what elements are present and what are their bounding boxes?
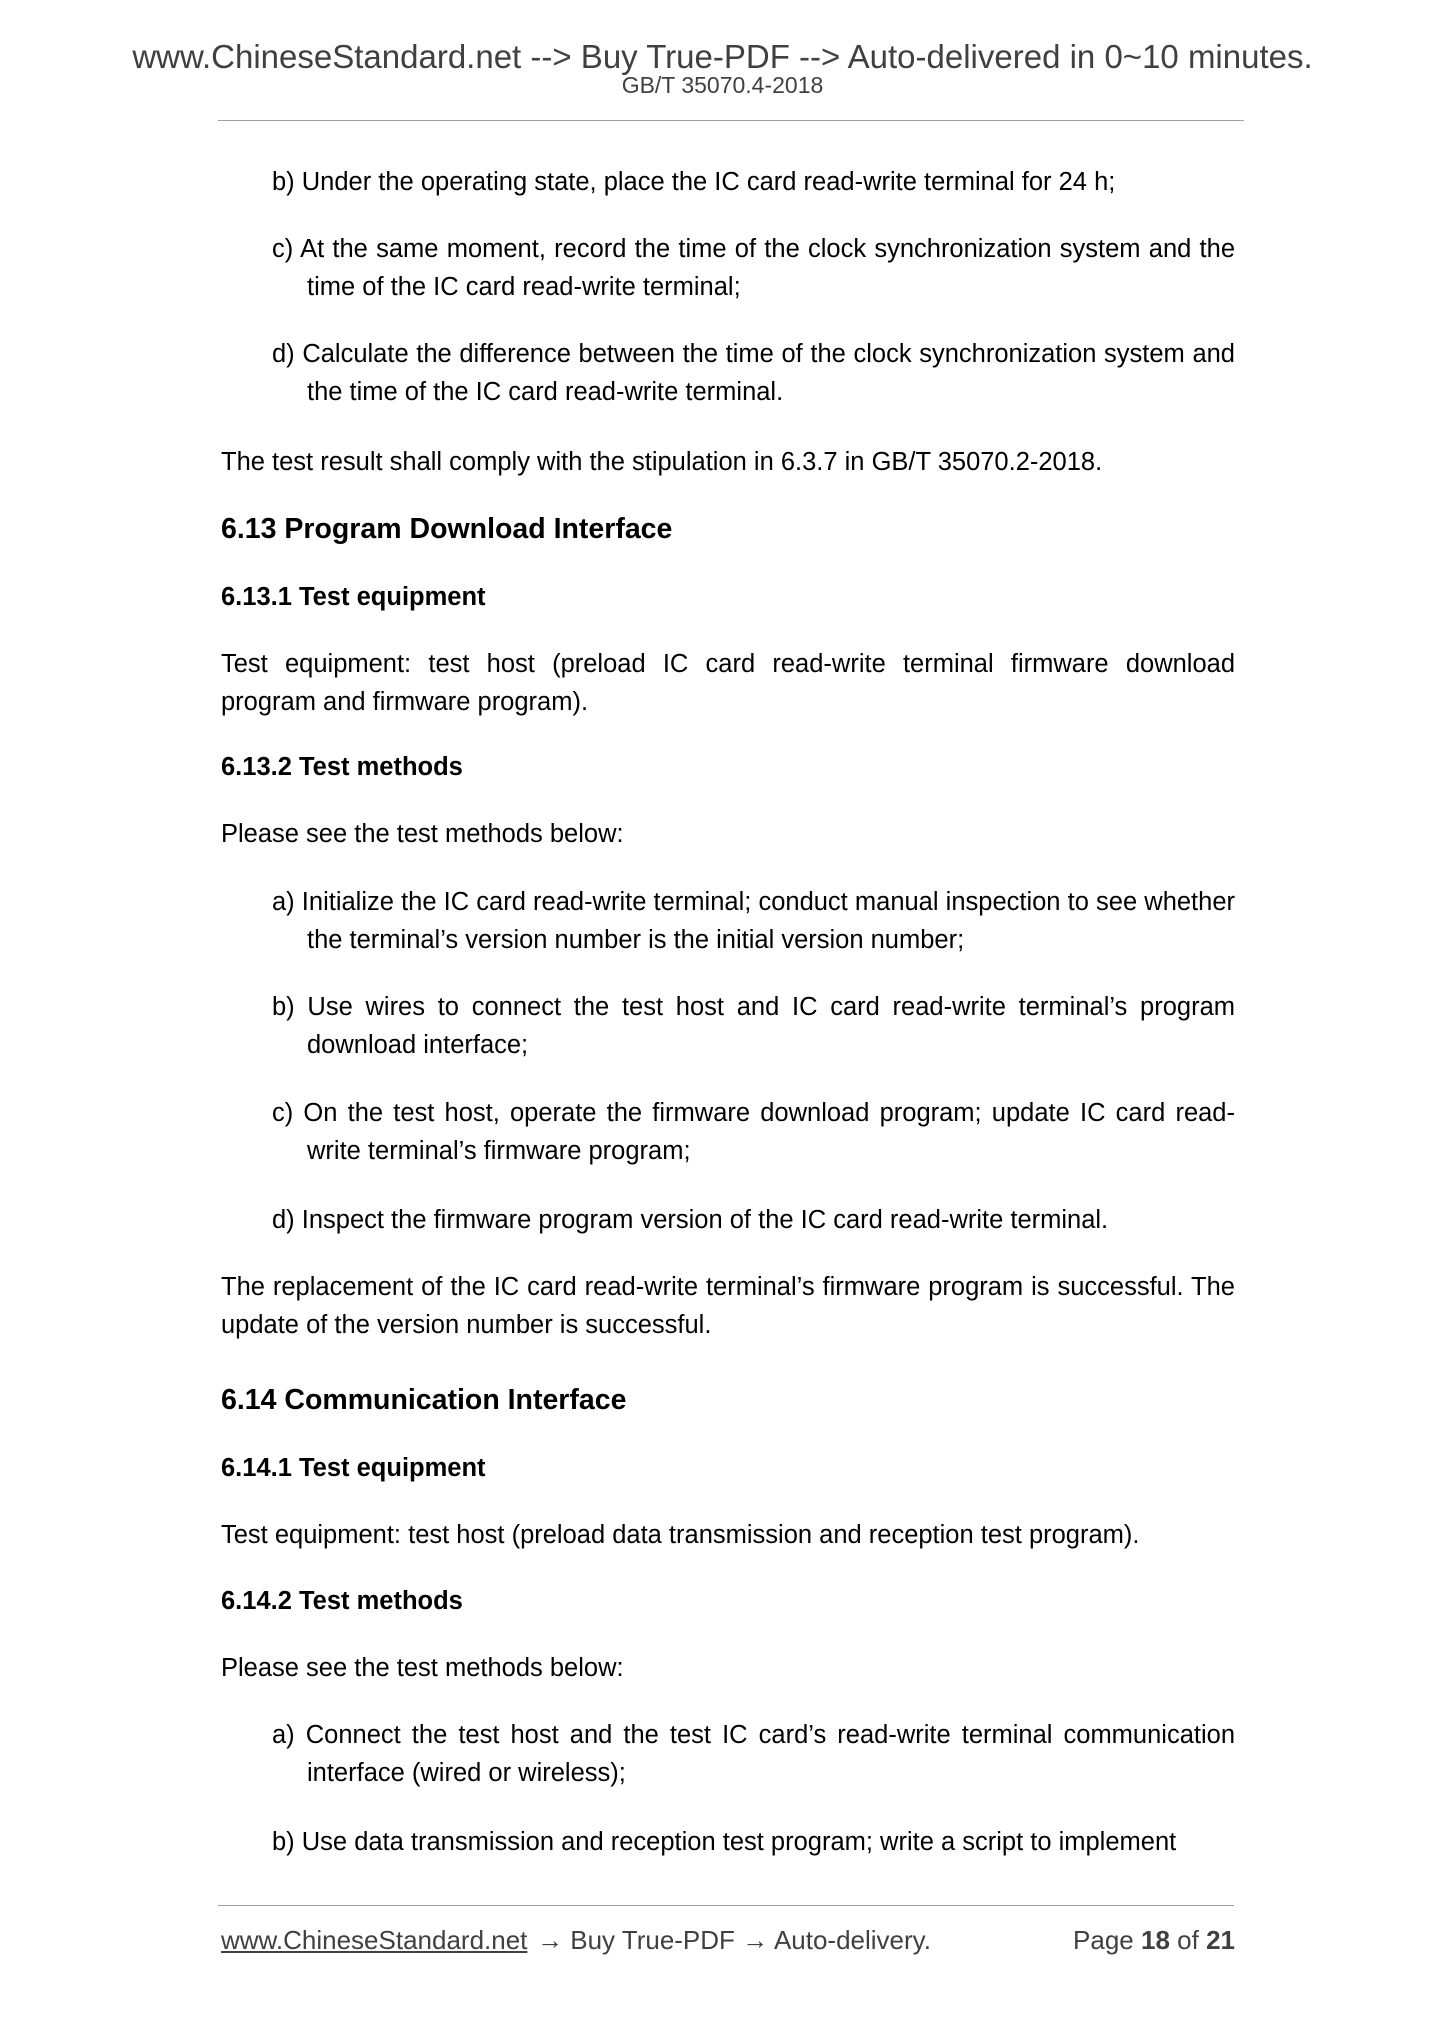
- list-item: d) Inspect the firmware program version of the IC card read-write terminal.: [272, 1206, 1109, 1234]
- subsection-heading: 6.13.2 Test methods: [221, 753, 463, 781]
- site-banner: www.ChineseStandard.net --> Buy True-PDF --> Auto-delivered in 0~10 minutes.: [132, 38, 1313, 75]
- list-item: a) Connect the test host and the test IC card’s read-write terminal communication interface (wired or wireless);: [272, 1721, 1235, 1787]
- section-heading: 6.14 Communication Interface: [221, 1384, 627, 1416]
- section-heading: 6.13 Program Download Interface: [221, 513, 673, 545]
- list-item: a) Initialize the IC card read-write terminal; conduct manual inspection to see whether the terminal’s version number is the initial version number;: [272, 888, 1235, 954]
- page-total: 21: [1206, 1925, 1235, 1955]
- of-label: of: [1177, 1925, 1199, 1955]
- subsection-heading: 6.14.1 Test equipment: [221, 1454, 486, 1482]
- footer-site-link[interactable]: www.ChineseStandard.net: [221, 1925, 528, 1955]
- paragraph: The replacement of the IC card read-write terminal’s firmware program is successful. The update of the version number is successful.: [221, 1273, 1235, 1339]
- list-item: b) Use data transmission and reception test program; write a script to implement: [272, 1828, 1177, 1856]
- list-item: b) Under the operating state, place the IC card read-write terminal for 24 h;: [272, 168, 1116, 196]
- list-item: d) Calculate the difference between the time of the clock synchronization system and the time of the IC card read-write terminal.: [272, 340, 1235, 406]
- standard-code: GB/T 35070.4-2018: [621, 72, 824, 98]
- list-item: c) At the same moment, record the time of the clock synchronization system and the time of the IC card read-write terminal;: [272, 235, 1235, 301]
- paragraph: Please see the test methods below:: [221, 1654, 624, 1682]
- paragraph: Test equipment: test host (preload IC card read-write terminal firmware download program and firmware program).: [221, 650, 1235, 716]
- page-label: Page: [1073, 1925, 1134, 1955]
- paragraph: Test equipment: test host (preload data transmission and reception test program).: [221, 1521, 1140, 1549]
- list-item: b) Use wires to connect the test host and IC card read-write terminal’s program download interface;: [272, 993, 1235, 1059]
- page-current: 18: [1141, 1925, 1170, 1955]
- list-item: c) On the test host, operate the firmware download program; update IC card read-write terminal’s firmware program;: [272, 1099, 1235, 1165]
- page-indicator: [1073, 1925, 1235, 1956]
- paragraph: The test result shall comply with the stipulation in 6.3.7 in GB/T 35070.2-2018.: [221, 448, 1103, 476]
- paragraph: Please see the test methods below:: [221, 820, 624, 848]
- subsection-heading: 6.14.2 Test methods: [221, 1587, 463, 1615]
- footer-divider: [218, 1905, 1234, 1906]
- subsection-heading: 6.13.1 Test equipment: [221, 583, 486, 611]
- footer-tagline: → Buy True-PDF → Auto-delivery.: [537, 1925, 931, 1955]
- header-divider: [218, 120, 1244, 121]
